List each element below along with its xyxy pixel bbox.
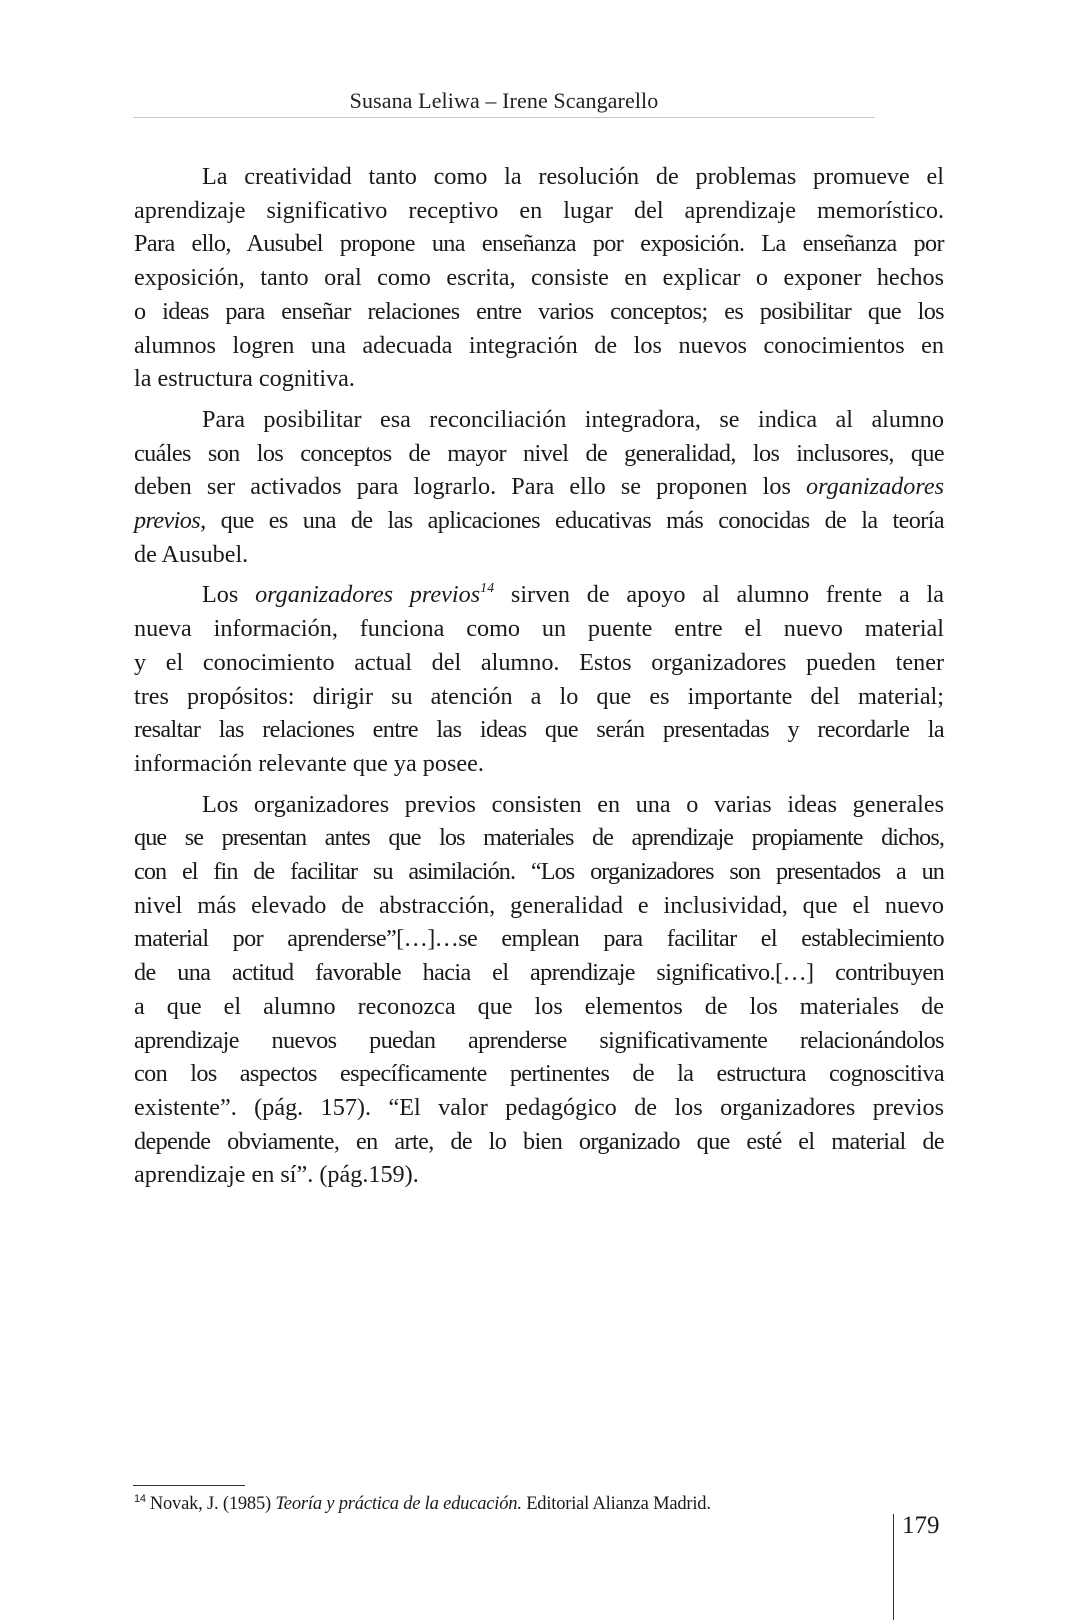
- text-line: nivel más elevado de abstracción, generalidad e inclusividad, que el nuevo: [134, 891, 944, 919]
- text-line: que se presentan antes que los materiales de aprendizaje propiamente dichos,: [134, 824, 944, 852]
- footnote-title: Teoría y práctica de la educación.: [275, 1494, 522, 1514]
- text-line: o ideas para enseñar relaciones entre varios conceptos; es posibilitar que los: [134, 297, 944, 325]
- footnote-divider: [133, 1485, 245, 1486]
- text-line: Los organizadores previos consisten en una o varias ideas generales: [202, 790, 944, 818]
- text-line: alumnos logren una adecuada integración de los nuevos conocimientos en: [134, 331, 944, 359]
- page-number-divider: [893, 1514, 894, 1620]
- text-line: material por aprenderse”[…]…se emplean para facilitar el establecimiento: [134, 925, 944, 953]
- text-line: y el conocimiento actual del alumno. Estos organizadores pueden tener: [134, 648, 944, 676]
- text-span: Los: [202, 581, 256, 609]
- text-line: nueva información, funciona como un puente entre el nuevo material: [134, 615, 944, 643]
- paragraph-3: [134, 578, 944, 780]
- page-number: 179: [902, 1512, 940, 1539]
- text-line: [134, 470, 944, 504]
- text-line: exposición, tanto oral como escrita, consiste en explicar o exponer hechos: [134, 264, 944, 292]
- text-line: a que el alumno reconozca que los elementos de los materiales de: [134, 992, 944, 1020]
- text-line: Para posibilitar esa reconciliación integradora, se indica al alumno: [202, 405, 944, 433]
- body-text: [134, 160, 944, 1199]
- text-line: con los aspectos específicamente pertinentes de la estructura cognoscitiva: [134, 1060, 944, 1088]
- text-line: depende obviamente, en arte, de lo bien organizado que esté el material de: [134, 1127, 944, 1155]
- text-line: resaltar las relaciones entre las ideas que serán presentadas y recordarle la: [134, 716, 944, 744]
- text-line: con el fin de facilitar su asimilación. “Los organizadores son presentados a un: [134, 858, 944, 886]
- text-line: aprendizaje nuevos puedan aprenderse significativamente relacionándolos: [134, 1026, 944, 1054]
- text-line: de una actitud favorable hacia el aprendizaje significativo.[…] contribuyen: [134, 959, 944, 987]
- text-line: aprendizaje significativo receptivo en lugar del aprendizaje memorístico.: [134, 196, 944, 224]
- paragraph-1: [134, 160, 944, 396]
- text-line: tres propósitos: dirigir su atención a lo que es importante del material;: [134, 682, 944, 710]
- text-line: Para ello, Ausubel propone una enseñanza por exposición. La enseñanza por: [134, 230, 944, 258]
- running-head: Susana Leliwa – Irene Scangarello: [349, 88, 659, 113]
- text-span: que es una de las aplicaciones educativas más conocidas de la teoría: [205, 507, 944, 535]
- text-line: aprendizaje en sí”. (pág.159).: [134, 1161, 419, 1189]
- italic-term: organizadores: [806, 473, 944, 501]
- header-divider: [133, 117, 875, 118]
- text-span: sirven de apoyo al alumno frente a la: [494, 581, 944, 609]
- text-line: La creatividad tanto como la resolución de problemas promueve el: [202, 163, 944, 190]
- text-line: información relevante que ya posee.: [134, 749, 484, 777]
- text-line: cuáles son los conceptos de mayor nivel de generalidad, los inclusores, que: [134, 439, 944, 467]
- footnote-author: Novak, J. (1985): [149, 1494, 276, 1514]
- text-line: la estructura cognitiva.: [134, 365, 355, 393]
- text-line: [134, 578, 944, 612]
- paragraph-2: [134, 403, 944, 572]
- text-line: existente”. (pág. 157). “El valor pedagógico de los organizadores previos: [134, 1093, 944, 1121]
- text-line: [134, 504, 944, 538]
- italic-term: organizadores previos: [255, 581, 481, 609]
- paragraph-4: [134, 788, 944, 1192]
- italic-term: previos,: [134, 507, 206, 535]
- footnote-number: 14: [134, 1493, 146, 1505]
- footnote-publisher: Editorial Alianza Madrid.: [521, 1494, 711, 1514]
- footnote-ref[interactable]: 14: [480, 581, 495, 597]
- text-span: deben ser activados para lograrlo. Para ello se proponen los: [134, 473, 807, 501]
- text-line: de Ausubel.: [134, 540, 249, 568]
- footnote-14: [134, 1492, 711, 1516]
